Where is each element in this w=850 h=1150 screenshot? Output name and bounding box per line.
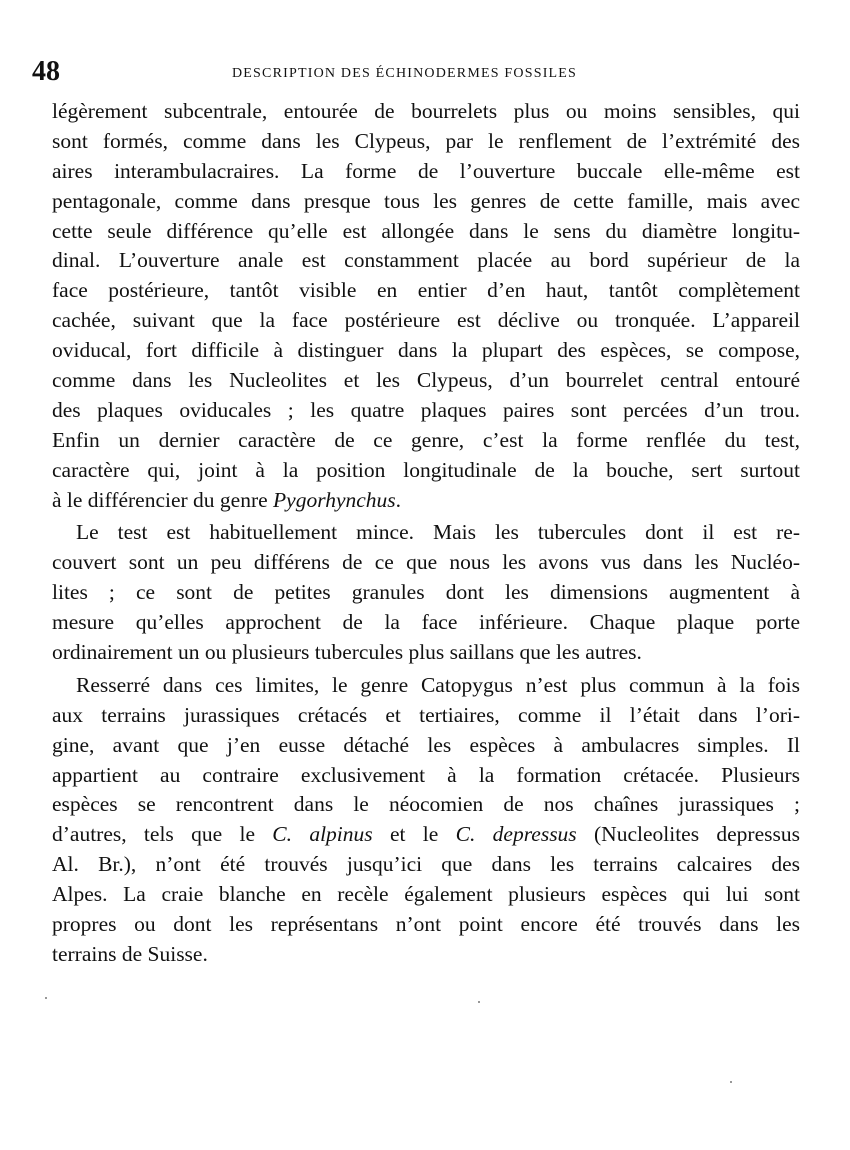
text-line: propres ou dont les représentans n’ont point encore été trouvés dans les xyxy=(52,912,800,937)
text-line: à le différencier du genre Pygorhynchus. xyxy=(52,487,402,512)
running-title: DESCRIPTION DES ÉCHINODERMES FOSSILES xyxy=(232,66,578,81)
text-line: gine, avant que j’en eusse détaché les espèces à ambulacres simples. Il xyxy=(52,732,800,757)
paragraph-3 xyxy=(52,671,800,970)
taxon-name: Pygorhynchus xyxy=(273,487,396,512)
text-line: oviducal, fort difficile à distinguer dans la plupart des espèces, se compose, xyxy=(52,338,800,363)
taxon-name: C. depressus xyxy=(455,822,577,847)
text-line: couvert sont un peu différens de ce que nous les avons vus dans les Nucléo- xyxy=(52,550,800,575)
text-line: cette seule différence qu’elle est allongée dans le sens du diamètre longitu- xyxy=(52,218,800,243)
text-line: lites ; ce sont de petites granules dont les dimensions augmentent à xyxy=(52,580,800,605)
text-line: caractère qui, joint à la position longitudinale de la bouche, sert surtout xyxy=(52,457,800,482)
text-line: des plaques oviducales ; les quatre plaques paires sont percées d’un trou. xyxy=(52,397,800,422)
paragraph-1 xyxy=(52,97,800,515)
text-line: dinal. L’ouverture anale est constamment placée au bord supérieur de la xyxy=(52,248,800,273)
page-number: 48 xyxy=(32,56,60,87)
text-line: aires interambulacraires. La forme de l’ouverture buccale elle-même est xyxy=(52,158,800,183)
taxon-name: C. alpinus xyxy=(272,822,373,847)
text-line: comme dans les Nucleolites et les Clypeus, d’un bourrelet central entouré xyxy=(52,368,800,393)
print-speck xyxy=(730,1081,732,1083)
page-header xyxy=(32,56,812,90)
text-line: d’autres, tels que le C. alpinus et le C. depressus (Nucleolites depressus xyxy=(52,822,800,847)
text-line: pentagonale, comme dans presque tous les genres de cette famille, mais avec xyxy=(52,188,800,213)
text-line: légèrement subcentrale, entourée de bourrelets plus ou moins sensibles, qui xyxy=(52,99,800,123)
text-line: Resserré dans ces limites, le genre Catopygus n’est plus commun à la fois xyxy=(76,672,800,697)
text-line: cachée, suivant que la face postérieure est déclive ou tronquée. L’appareil xyxy=(52,308,800,333)
text-line: mesure qu’elles approchent de la face inférieure. Chaque plaque porte xyxy=(52,610,800,635)
text-line: Enfin un dernier caractère de ce genre, c’est la forme renflée du test, xyxy=(52,427,800,452)
print-speck xyxy=(478,1001,480,1003)
paragraph-2 xyxy=(52,518,800,667)
text-line: Alpes. La craie blanche en recèle également plusieurs espèces qui lui sont xyxy=(52,882,800,907)
text-line: aux terrains jurassiques crétacés et tertiaires, comme il l’était dans l’ori- xyxy=(52,702,800,727)
text-line: sont formés, comme dans les Clypeus, par le renflement de l’extrémité des xyxy=(52,128,800,153)
body-text xyxy=(52,97,800,970)
text-line: Le test est habituellement mince. Mais les tubercules dont il est re- xyxy=(76,520,800,545)
text-line: ordinairement un ou plusieurs tubercules plus saillans que les autres. xyxy=(52,640,642,665)
print-speck xyxy=(45,997,47,999)
text-line: terrains de Suisse. xyxy=(52,941,208,966)
text-line: Al. Br.), n’ont été trouvés jusqu’ici que dans les terrains calcaires des xyxy=(52,852,800,877)
text-line: appartient au contraire exclusivement à la formation crétacée. Plusieurs xyxy=(52,762,800,787)
text-line: espèces se rencontrent dans le néocomien de nos chaînes jurassiques ; xyxy=(52,792,800,817)
text-line: face postérieure, tantôt visible en entier d’en haut, tantôt complètement xyxy=(52,278,800,303)
